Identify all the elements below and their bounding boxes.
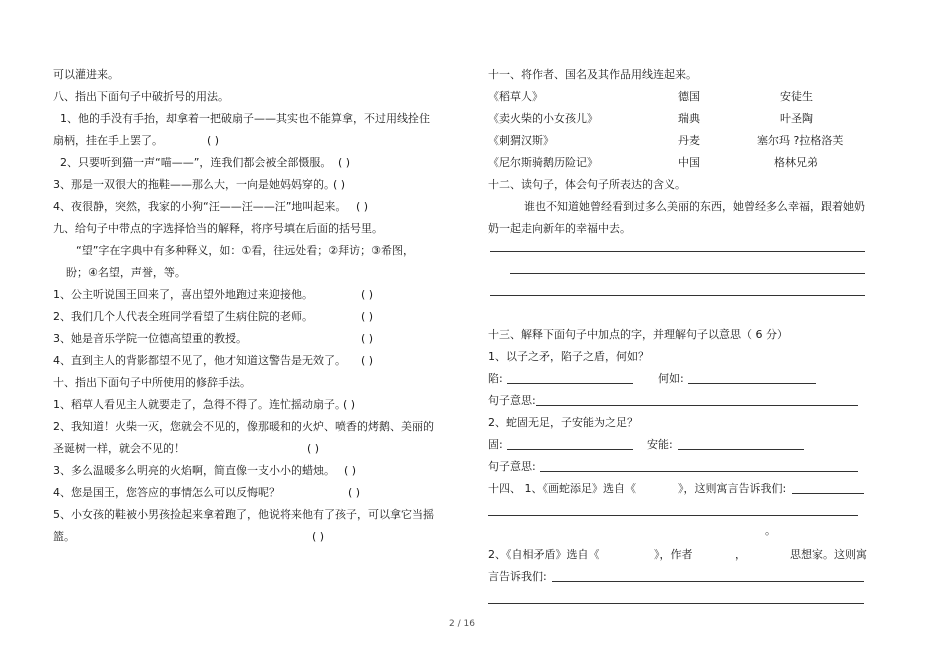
section-9-definition-line1: “望”字在字典中有多种释义，如：①看，往远处看；②拜访；③希图，: [76, 244, 414, 257]
q10-2-answer-blank[interactable]: ( ): [307, 442, 320, 455]
q10-1: 1、稻草人看见主人就要走了，急得不得了。连忙摇动扇子。: [53, 398, 346, 411]
q8-2-answer-blank[interactable]: ( ): [338, 156, 351, 169]
s13-q2-meaning-label: 句子意思:: [488, 460, 536, 473]
q9-1-answer-blank[interactable]: ( ): [361, 288, 374, 301]
section-11-title: 十一、将作者、国名及其作品用线连起来。: [488, 68, 697, 81]
q8-1-line2: 扇柄，挂在手上罢了。: [53, 134, 163, 147]
q9-2-answer-blank[interactable]: ( ): [361, 310, 374, 323]
q9-4: 4、直到主人的背影都望不见了，他才知道这警告是无效了。: [53, 354, 346, 367]
section-13-title: 十三、解释下面句子中加点的字，并理解句子以意思（ 6 分）: [488, 328, 788, 341]
s12-sentence-line2: 奶一起走向新年的幸福中去。: [488, 222, 631, 235]
s14-q2-comma: ，: [735, 548, 746, 561]
q10-4: 4、您是国王，您答应的事情怎么可以反悔呢？: [53, 486, 280, 499]
q10-5-line2: 篮。: [53, 530, 75, 543]
s13-q2-word-b-blank[interactable]: [678, 449, 804, 450]
s11-work[interactable]: 《刺猬汉斯》: [488, 134, 554, 147]
s11-country[interactable]: 瑞典: [678, 112, 700, 125]
s13-q1-word-a-label: 陷:: [488, 372, 503, 385]
s13-q2-word-a-label: 固:: [488, 438, 503, 451]
q10-5-answer-blank[interactable]: ( ): [312, 530, 325, 543]
s11-work[interactable]: 《尼尔斯骑鹅历险记》: [488, 156, 598, 169]
s11-work[interactable]: 《卖火柴的小女孩儿》: [488, 112, 598, 125]
q8-3-answer-blank[interactable]: ( ): [333, 178, 346, 191]
s14-q2-part3: 思想家。这则寓: [790, 548, 867, 561]
s14-q1-answer-line[interactable]: [488, 515, 858, 516]
q9-4-answer-blank[interactable]: ( ): [361, 354, 374, 367]
q9-2: 2、我们几个人代表全班同学看望了生病住院的老师。: [53, 310, 313, 323]
carryover-line: 可以灌进来。: [53, 68, 119, 81]
q10-4-answer-blank[interactable]: ( ): [348, 486, 361, 499]
s11-author[interactable]: 塞尔玛 ?拉格洛芙: [757, 134, 844, 147]
section-9-definition-line2: 盼；④名望，声誉，等。: [66, 266, 186, 279]
s13-q2-word-b-label: 安能:: [647, 438, 673, 451]
section-9-title: 九、给句子中带点的字选择恰当的解释，将序号填在后面的括号里。: [53, 222, 383, 235]
s13-q1-word-b-label: 何如:: [658, 372, 684, 385]
s13-q2-word-a-blank[interactable]: [507, 449, 633, 450]
s11-author[interactable]: 安徒生: [780, 90, 813, 103]
s13-q1-word-a-blank[interactable]: [507, 383, 633, 384]
q8-2: 2、只要听到猫一声“喵——”，连我们都会被全部慑服。: [60, 156, 332, 169]
s13-q1-word-b-blank[interactable]: [688, 383, 816, 384]
s14-q1-answer-blank[interactable]: [792, 493, 864, 494]
q10-2-line1: 2、我知道！火柴一灭，您就会不见的，像那暖和的火炉、喷香的烤鹅、美丽的: [53, 420, 434, 433]
s12-answer-line[interactable]: [490, 251, 865, 252]
s11-country[interactable]: 中国: [678, 156, 700, 169]
s14-q1-part1: 十四、 1、《画蛇添足》选自《: [488, 482, 636, 495]
s13-q1-meaning-label: 句子意思:: [488, 394, 536, 407]
s13-q1-meaning-blank[interactable]: [536, 405, 858, 406]
q10-1-answer-blank[interactable]: ( ): [343, 398, 356, 411]
q10-3-answer-blank[interactable]: ( ): [344, 464, 357, 477]
section-8-title: 八、指出下面句子中破折号的用法。: [53, 90, 229, 103]
q9-3-answer-blank[interactable]: ( ): [361, 332, 374, 345]
page-number: 2 / 16: [449, 619, 475, 629]
s11-work[interactable]: 《稻草人》: [488, 90, 543, 103]
s14-q1-part2: 》，这则寓言告诉我们:: [678, 482, 787, 495]
s11-country[interactable]: 德国: [678, 90, 700, 103]
section-12-title: 十二、读句子，体会句子所表达的含义。: [488, 178, 686, 191]
q10-5-line1: 5、小女孩的鞋被小男孩捡起来拿着跑了，他说将来他有了孩子，可以拿它当摇: [53, 508, 434, 521]
s14-q2-answer-blank[interactable]: [552, 581, 864, 582]
s14-q2-answer-line[interactable]: [488, 603, 864, 604]
s14-q2-part4: 言告诉我们:: [488, 570, 547, 583]
q8-1-answer-blank[interactable]: ( ): [207, 134, 220, 147]
q10-2-line2: 圣诞树一样，就会不见的！: [53, 442, 185, 455]
s12-sentence-line1: 谁也不知道她曾经看到过多么美丽的东西，她曾经多么幸福，跟着她奶: [524, 200, 865, 213]
s13-q2: 2、蛇固无足，子安能为之足？: [488, 416, 638, 429]
q9-3: 3、她是音乐学院一位德高望重的教授。: [53, 332, 247, 345]
s12-answer-line[interactable]: [510, 273, 865, 274]
q8-3: 3、那是一双很大的拖鞋——那么大，一向是她妈妈穿的。: [53, 178, 335, 191]
q8-4: 4、夜很静，突然，我家的小狗“汪——汪——汪”地叫起来。: [53, 200, 347, 213]
q8-1-line1: 1、他的手没有手抬，却拿着一把破扇子——其实也不能算拿，不过用线拴住: [60, 112, 430, 125]
section-10-title: 十、指出下面句子中所使用的修辞手法。: [53, 376, 251, 389]
s11-author[interactable]: 格林兄弟: [774, 156, 818, 169]
s14-q1-period: 。: [765, 524, 776, 537]
s12-answer-line[interactable]: [490, 295, 865, 296]
q10-3: 3、多么温暖多么明亮的火焰啊，简直像一支小小的蜡烛。: [53, 464, 335, 477]
s14-q2-part1: 2、《自相矛盾》选自《: [488, 548, 600, 561]
s11-author[interactable]: 叶圣陶: [780, 112, 813, 125]
s13-q2-meaning-blank[interactable]: [540, 471, 858, 472]
s13-q1: 1、以子之矛，陷子之盾，何如？: [488, 350, 649, 363]
q9-1: 1、公主听说国王回来了，喜出望外地跑过来迎接他。: [53, 288, 313, 301]
q8-4-answer-blank[interactable]: ( ): [356, 200, 369, 213]
s11-country[interactable]: 丹麦: [678, 134, 700, 147]
s14-q2-part2: 》，作者: [654, 548, 693, 561]
